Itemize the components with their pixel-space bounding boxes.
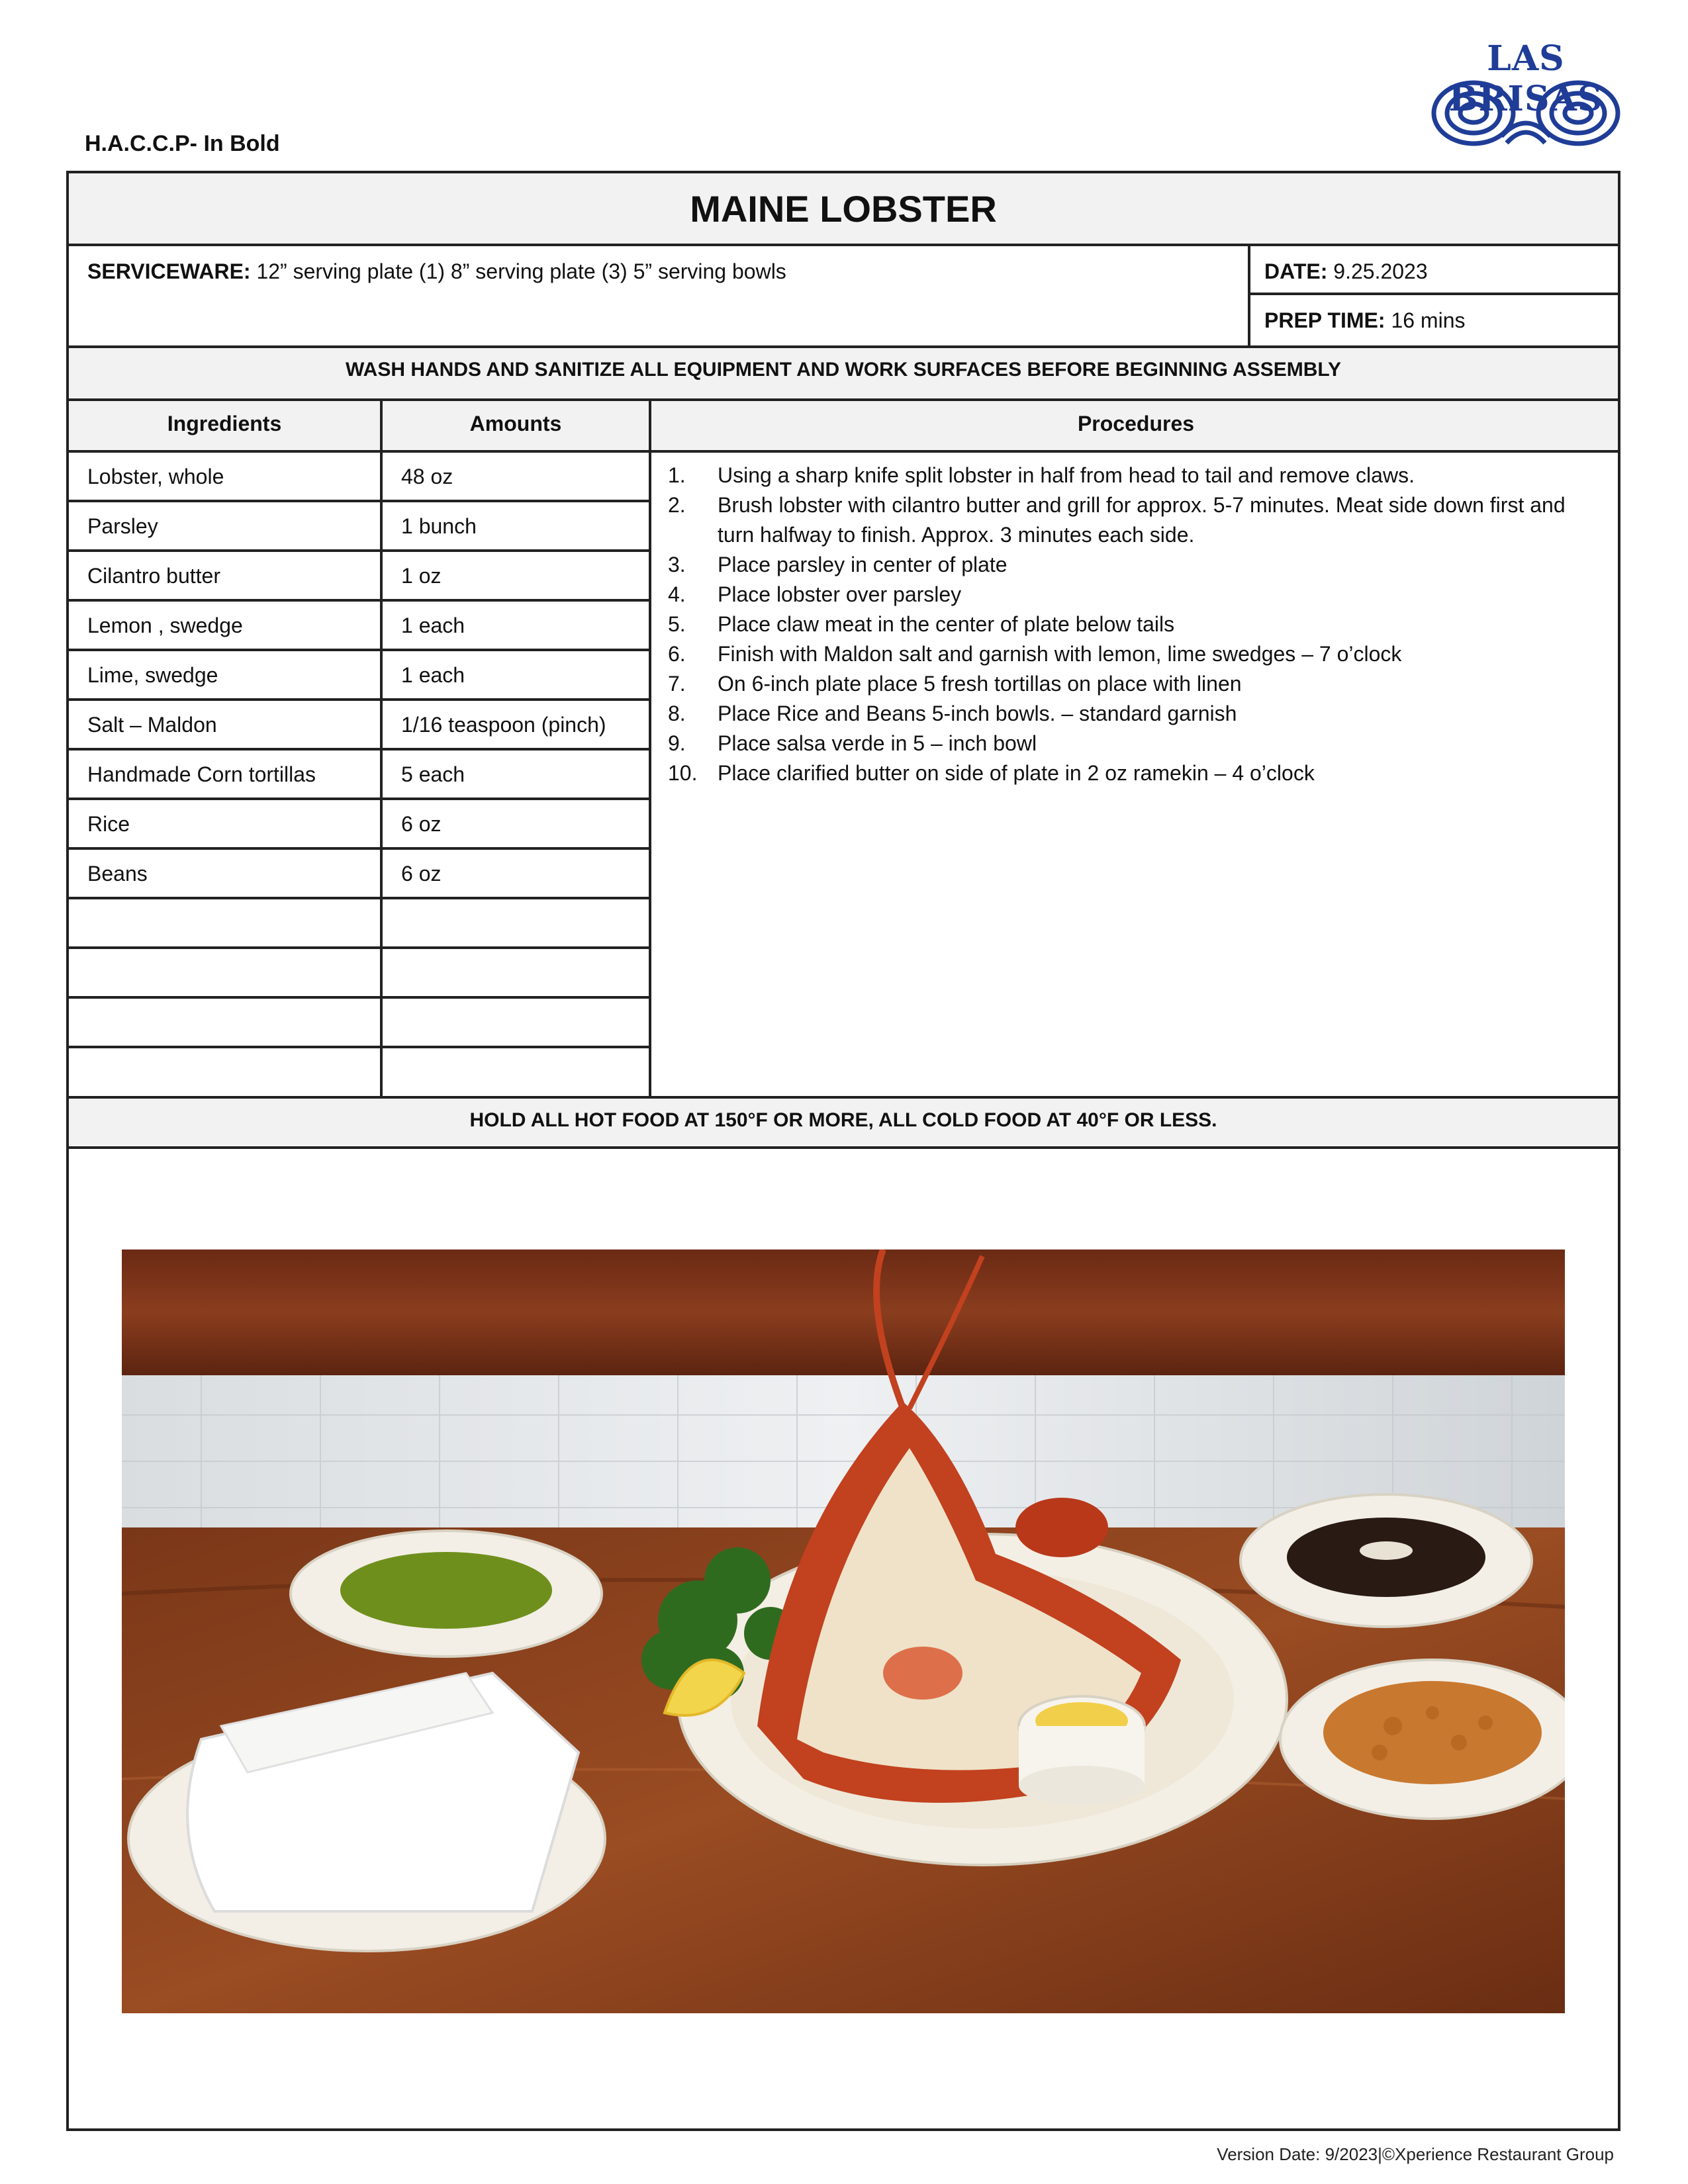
ingredient-name: Parsley <box>87 514 158 538</box>
date-label: DATE: <box>1264 259 1328 283</box>
hold-temperature-banner: HOLD ALL HOT FOOD AT 150°F OR MORE, ALL COLD FOOD AT 40°F OR LESS. <box>469 1109 1217 1131</box>
ingredient-name: Lime, swedge <box>87 663 218 687</box>
serviceware-value: 12” serving plate (1) 8” serving plate (3) 5” serving bowls <box>256 259 786 283</box>
ingredient-name: Rice <box>87 812 130 836</box>
ingredient-amount: 48 oz <box>401 465 453 488</box>
procedure-step: 4. Place lobster over parsley <box>668 582 962 606</box>
wash-hands-banner: WASH HANDS AND SANITIZE ALL EQUIPMENT AND WORK SURFACES BEFORE BEGINNING ASSEMBLY <box>346 359 1341 381</box>
ingredient-name: Beans <box>87 862 148 886</box>
ingredient-amount: 5 each <box>401 762 465 786</box>
ingredient-amount: 1 each <box>401 614 465 637</box>
logo-text: LAS BRISAS <box>1448 38 1603 119</box>
procedure-step: 3. Place parsley in center of plate <box>668 553 1008 576</box>
ingredient-amount: 1 bunch <box>401 514 477 538</box>
ingredients-header: Ingredients <box>167 412 282 435</box>
waves-logo-icon <box>1429 77 1624 150</box>
procedure-step: 5. Place claw meat in the center of plate below tails <box>668 612 1175 636</box>
ingredient-name: Salt – Maldon <box>87 713 217 737</box>
procedures-header: Procedures <box>1077 412 1195 435</box>
ingredient-amount: 6 oz <box>401 862 442 886</box>
recipe-title: MAINE LOBSTER <box>690 188 997 230</box>
plated-dish-photo <box>122 1250 1565 2013</box>
prep-time-value: 16 mins <box>1391 308 1466 332</box>
procedure-step: 2. Brush lobster with cilantro butter and grill for approx. 5-7 minutes. Meat side down first and turn halfway to finish. Approx. 3 minutes each side. <box>668 493 1566 547</box>
serviceware-cell <box>87 259 786 284</box>
ingredient-name: Lobster, whole <box>87 465 224 488</box>
ingredient-amount: 1 oz <box>401 564 442 588</box>
las-brisas-logo <box>1423 38 1628 151</box>
prep-time-cell <box>1264 308 1465 333</box>
ingredient-name: Lemon , swedge <box>87 614 243 637</box>
prep-time-label: PREP TIME: <box>1264 308 1385 332</box>
ingredient-amount: 1/16 teaspoon (pinch) <box>401 713 606 737</box>
procedure-step: 10. Place clarified butter on side of plate in 2 oz ramekin – 4 o’clock <box>668 761 1315 785</box>
procedure-step: 1. Using a sharp knife split lobster in half from head to tail and remove claws. <box>668 463 1415 487</box>
ingredient-amount: 6 oz <box>401 812 442 836</box>
date-cell <box>1264 259 1428 284</box>
serviceware-label: SERVICEWARE: <box>87 259 251 283</box>
amounts-header: Amounts <box>469 412 562 435</box>
ingredient-name: Handmade Corn tortillas <box>87 762 316 786</box>
procedures-list <box>668 461 1595 788</box>
procedure-step: 7. On 6-inch plate place 5 fresh tortillas on place with linen <box>668 672 1242 696</box>
date-value: 9.25.2023 <box>1333 259 1428 283</box>
version-footer: Version Date: 9/2023|©Xperience Restaurant Group <box>1217 2144 1614 2164</box>
procedure-step: 9. Place salsa verde in 5 – inch bowl <box>668 731 1037 755</box>
haccp-note: H.A.C.C.P- In Bold <box>85 131 280 156</box>
procedure-step: 8. Place Rice and Beans 5-inch bowls. – standard garnish <box>668 702 1237 725</box>
ingredient-name: Cilantro butter <box>87 564 220 588</box>
ingredient-amount: 1 each <box>401 663 465 687</box>
procedure-step: 6. Finish with Maldon salt and garnish with lemon, lime swedges – 7 o’clock <box>668 642 1402 666</box>
